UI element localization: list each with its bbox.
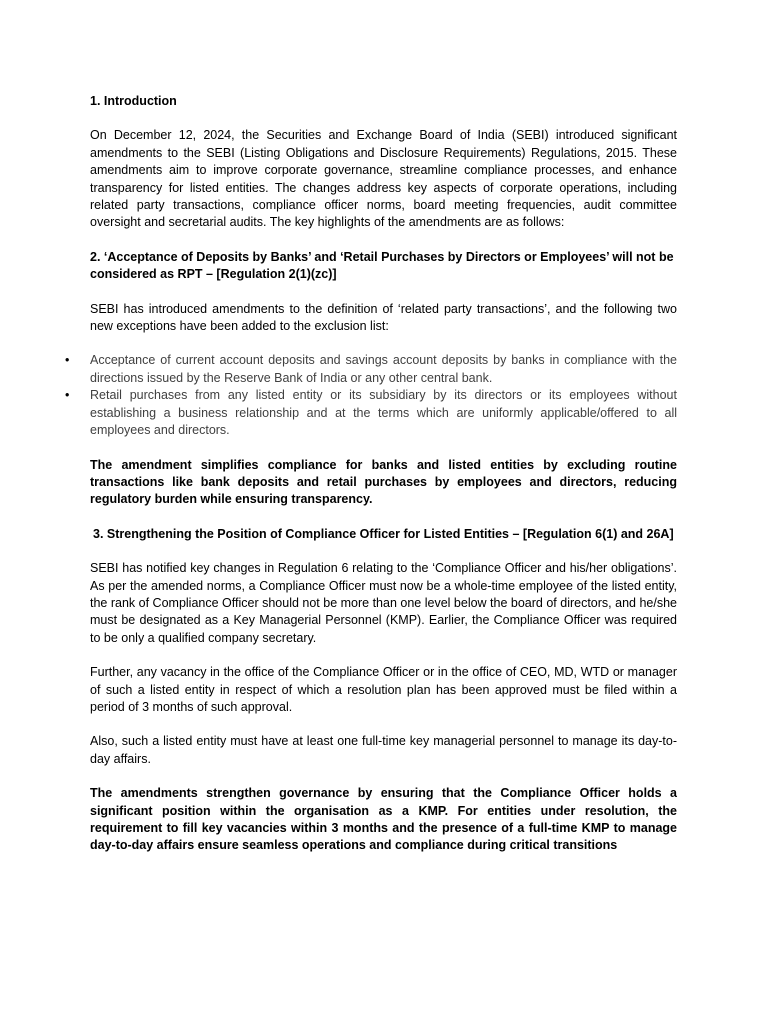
list-item-text: Retail purchases from any listed entity or its subsidiary by its directors or its employees without establishing a business relationship and at the terms which are uniformly applicable/offered to all employees and directors. <box>90 388 677 438</box>
compliance-officer-paragraph: SEBI has notified key changes in Regulation 6 relating to the ‘Compliance Officer and his/her obligations’. As per the amended norms, a Compliance Officer must now be a whole-time employee of the listed entity, the rank of Compliance Officer should not be more than one level below the board of directors, and he/she must be designated as a Key Managerial Personnel (KMP). Earlier, the Compliance Officer was required to be only a qualified company secretary. <box>90 561 677 645</box>
rpt-amendment-paragraph: SEBI has introduced amendments to the definition of ‘related party transactions’, and the following two new exceptions have been added to the exclusion list: <box>90 301 677 334</box>
introduction-paragraph: On December 12, 2024, the Securities and Exchange Board of India (SEBI) introduced significant amendments to the SEBI (Listing Obligations and Disclosure Requirements) Regulations, 2015. These amendments aim to improve corporate governance, streamline compliance processes, and enhance transparency for listed entities. The changes address key aspects of corporate operations, including related party transactions, compliance officer norms, board meeting frequencies, audit committee oversight and secretarial audits. The key highlights of the amendments are as follows: <box>90 128 677 230</box>
bullet-icon: • <box>65 388 70 403</box>
section-3-summary: The amendments strengthen governance by ensuring that the Compliance Officer holds a significant position within the organisation as a KMP. For entities under resolution, the requirement to fill key vacancies within 3 months and the presence of a full-time KMP to manage day-to-day affairs ensure seamless operations and compliance during critical transitions <box>90 786 677 853</box>
exclusion-list <box>65 352 677 439</box>
section-2-heading: 2. ‘Acceptance of Deposits by Banks’ and ‘Retail Purchases by Directors or Employees’ will not be considered as RPT – [Regulation 2(1)(zc)] <box>90 249 674 282</box>
list-item-text: Acceptance of current account deposits and savings account deposits by banks in compliance with the directions issued by the Reserve Bank of India or any other central bank. <box>90 353 677 385</box>
kmp-paragraph: Also, such a listed entity must have at least one full-time key managerial personnel to manage its day-to-day affairs. <box>90 734 677 766</box>
section-2-summary: The amendment simplifies compliance for banks and listed entities by excluding routine transactions like bank deposits and retail purchases by employees and directors, reducing regulatory burden while ensuring transparency. <box>90 457 677 507</box>
vacancy-paragraph: Further, any vacancy in the office of the Compliance Officer or in the office of CEO, MD, WTD or manager of such a listed entity in respect of which a resolution plan has been approved must be filed within a period of 3 months of such approval. <box>90 665 677 714</box>
section-1-heading: 1. Introduction <box>90 94 177 108</box>
list-item <box>65 387 677 439</box>
document-page <box>65 93 677 872</box>
section-3-heading: 3. Strengthening the Position of Compliance Officer for Listed Entities – [Regulation 6(1) and 26A] <box>93 526 674 541</box>
bullet-icon: • <box>65 353 70 368</box>
list-item <box>65 352 677 387</box>
